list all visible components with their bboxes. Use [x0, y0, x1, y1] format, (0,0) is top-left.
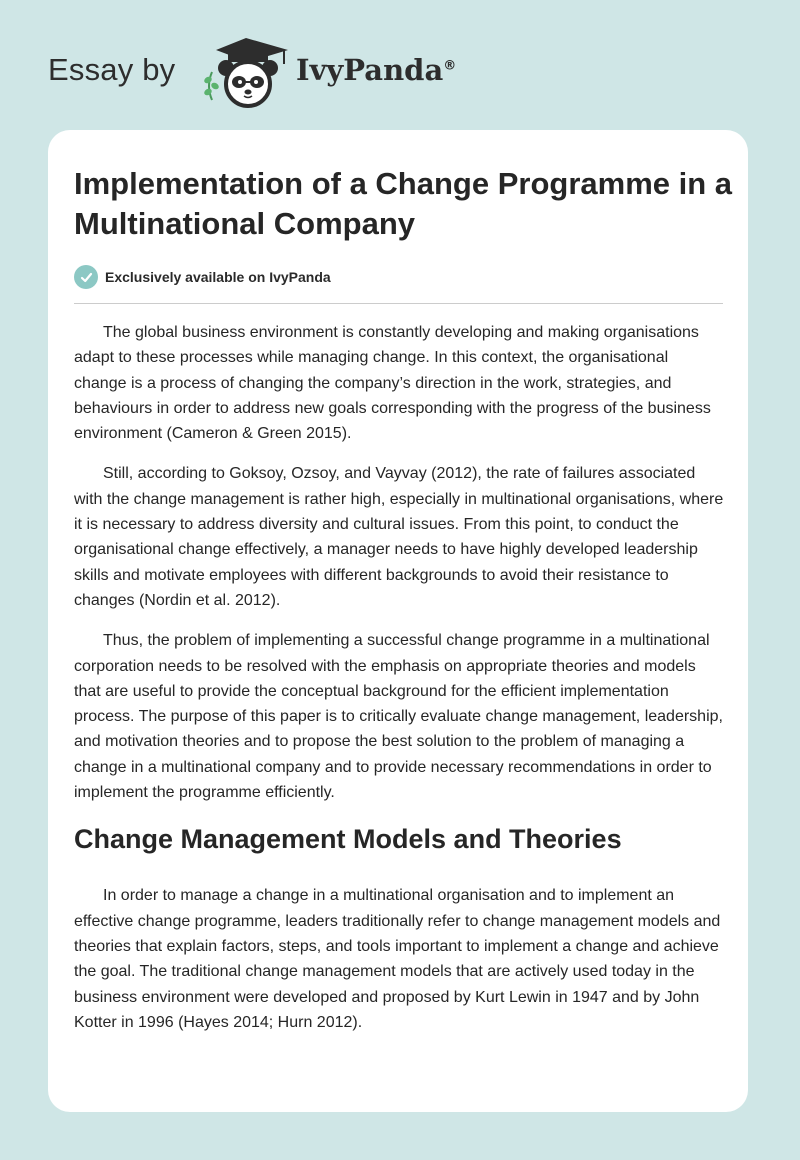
brand-name-text: IvyPanda — [296, 53, 444, 87]
section-heading: Change Management Models and Theories — [74, 824, 622, 855]
paragraph: In order to manage a change in a multinational organisation and to implement an effective change programme, leaders traditionally refer to change management models and theories that explain factors, steps, and tools important to implement a change and achieve the goal. The traditional change management models that are actively used today in the business environment were developed and proposed by Kurt Lewin in 1947 and by John Kotter in 1996 (Hayes 2014; Hurn 2012). — [74, 887, 721, 1031]
title-divider — [74, 303, 723, 304]
exclusive-badge-text: Exclusively available on IvyPanda — [105, 269, 331, 285]
paragraph: Still, according to Goksoy, Ozsoy, and Vayvay (2012), the rate of failures associated with the change management is rather high, especially in multinational organisations, where it is necessary to address diversity and cultural issues. From this point, to conduct the organisational change effectively, a manager needs to have highly developed leadership skills and motivate employees with different backgrounds to avoid their resistance to changes (Nordin et al. 2012). — [74, 465, 724, 609]
brand-name[interactable] — [296, 53, 456, 87]
paragraph: The global business environment is constantly developing and making organisations adapt to these processes while managing change. In this context, the organisational change is a process of changing the company’s direction in the work, strategies, and behaviours in order to address new goals corresponding with the progress of the business environment (Cameron & Green 2015). — [74, 324, 711, 443]
site-header — [0, 0, 800, 130]
essay-card — [48, 130, 748, 1112]
essay-body — [74, 320, 724, 1050]
essay-by-label: Essay by — [48, 52, 176, 87]
essay-title: Implementation of a Change Programme in a Multinational Company — [74, 166, 733, 241]
paragraph: Thus, the problem of implementing a successful change programme in a multinational corporation needs to be resolved with the emphasis on appropriate theories and models that are useful to provide the conceptual background for the efficient implementation process. The purpose of this paper is to critically evaluate change management, leadership, and motivation theories and to propose the best solution to the problem of managing a change in a multinational company and to provide necessary recommendations in order to implement the programme efficiently. — [74, 632, 723, 802]
registered-mark: ® — [443, 58, 457, 74]
panda-graduate-icon[interactable] — [200, 36, 292, 108]
exclusive-badge — [74, 264, 331, 290]
checkmark-icon — [74, 265, 98, 289]
